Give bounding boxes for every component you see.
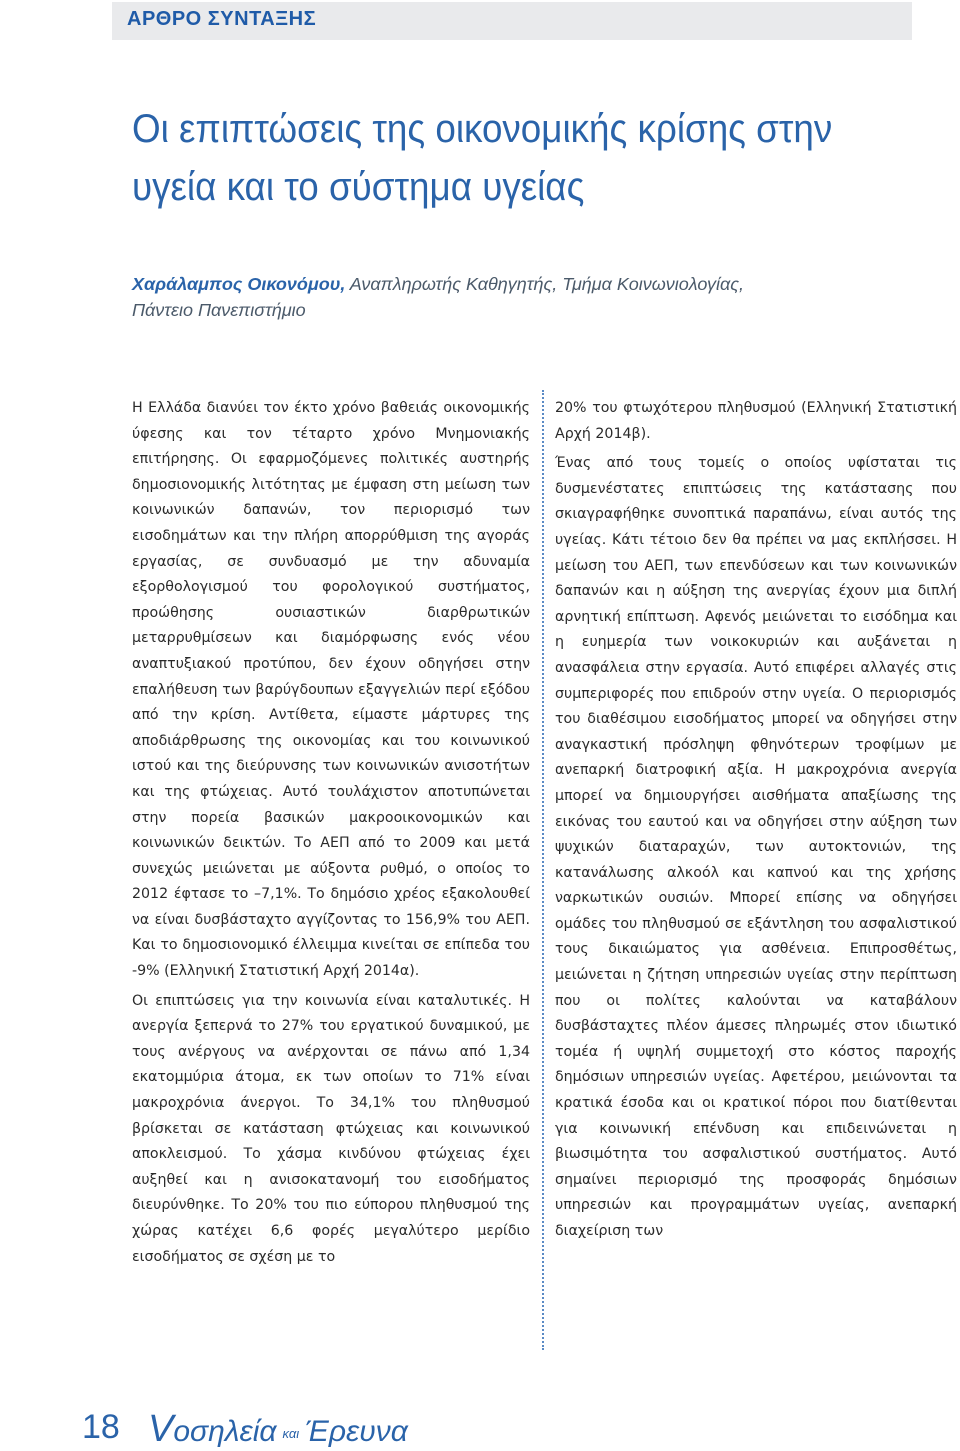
author-name: Χαράλαμπος Οικονόμου, — [132, 274, 346, 294]
author-affiliation-line-2: Πάντειο Πανεπιστήμιο — [132, 300, 306, 320]
magazine-title — [148, 1408, 408, 1451]
page-number: 18 — [82, 1408, 120, 1446]
left-column — [132, 396, 530, 1274]
article-byline — [132, 271, 932, 323]
magazine-title-initial: V — [148, 1408, 174, 1450]
paragraph: 20% του φτωχότερου πληθυσμού (Ελληνική Στατιστική Αρχή 2014β). — [555, 400, 957, 442]
article-title-line-2: υγεία και το σύστημα υγείας — [132, 165, 585, 209]
author-affiliation: Αναπληρωτής Καθηγητής, Τμήμα Κοινωνιολογίας, — [345, 274, 745, 294]
magazine-title-word-2: Έρευνα — [305, 1415, 408, 1448]
article-title — [132, 100, 868, 216]
magazine-title-conjunction: και — [282, 1425, 300, 1441]
paragraph: Οι επιπτώσεις για την κοινωνία είναι καταλυτικές. Η ανεργία ξεπερνά το 27% του εργατικού δυναμικού, με τους ανέργους να ανέρχονται σε πάνω από 1,34 εκατομμύρια άτομα, εκ των οποίων το 71% είναι μακροχρόνια άνεργοι. Το 34,1% του πληθυσμού βρίσκεται σε κατάσταση φτώχειας και κοινωνικού αποκλεισμού. Το χάσμα κινδύνου φτώχειας έχει αυξηθεί και η ανισοκατανομή του εισοδήματος διευρύνθηκε. Το 20% του πιο εύπορου πληθυσμού της χώρας κατέχει 6,6 φορές μεγαλύτερο μερίδιο εισοδήματος σε σχέση με το — [132, 992, 530, 1265]
right-column — [555, 396, 957, 1249]
magazine-title-word-1: οσηλεία — [173, 1415, 277, 1448]
article-title-line-1: Οι επιπτώσεις της οικονομικής κρίσης στην — [132, 107, 833, 151]
column-divider — [542, 390, 544, 1350]
section-label: ΑΡΘΡΟ ΣΥΝΤΑΞΗΣ — [127, 8, 317, 30]
paragraph: Ένας από τους τομείς ο οποίος υφίσταται τις δυσμενέστατες επιπτώσεις της κατάστασης που σκιαγραφήθηκε συνοπτικά παραπάνω, είναι αυτός της υγείας. Κάτι τέτοιο δεν θα πρέπει να μας εκπλήσσει. Η μείωση του ΑΕΠ, των επενδύσεων και των κοινωνικών δαπανών και η αύξηση της ανεργίας έχουν μια διπλή αρνητική επίπτωση. Αφενός μειώνεται το εισόδημα και η ευημερία των νοικοκυριών και αυξάνεται η ανασφάλεια στην εργασία. Αυτό επιφέρει αλλαγές στις συμπεριφορές που επιδρούν στην υγεία. Ο περιορισμός του διαθέσιμου εισοδήματος μπορεί να οδηγήσει στην αναγκαστική πρόσληψη φθηνότερων τροφίμων με ανεπαρκή διατροφική αξία. Η μακροχρόνια ανεργία μπορεί να δημιουργήσει αισθήματα απαξίωσης της εικόνας του εαυτού και να οδηγήσει στην αύξηση των ψυχικών διαταραχών, των αυτοκτονιών, της κατανάλωσης αλκοόλ και καπνού και της χρήσης ναρκωτικών ουσιών. Μπορεί επίσης να οδηγήσει ομάδες του πληθυσμού σε εξάντληση του ασφαλιστικού τους δικαιώματος για ασθένεια. Επιπροσθέτως, μειώνεται η ζήτηση υπηρεσιών υγείας στην περίπτωση που οι πολίτες καλούνται να καταβάλουν δυσβάσταχτες πλέον άμεσες πληρωμές στον ιδιωτικό τομέα ή υψηλή συμμετοχή στο κόστος παροχής δημόσιων υπηρεσιών υγείας. Αφετέρου, μειώνονται τα κρατικά έσοδα και οι κρατικοί πόροι που διατίθενται για κοινωνική επένδυση και επιδεινώνεται η βιωσιμότητα του ασφαλιστικού συστήματος. Αυτό σημαίνει περιορισμό της προσφοράς δημόσιων υπηρεσιών και προγραμμάτων υγείας, ανεπαρκή διαχείριση των — [555, 455, 957, 1239]
paragraph: Η Ελλάδα διανύει τον έκτο χρόνο βαθειάς οικονομικής ύφεσης και τον τέταρτο χρόνο Μνημονιακής επιτήρησης. Οι εφαρμοζόμενες πολιτικές αυστηρής δημοσιονομικής λιτότητας με έμφαση στη μείωση των κοινωνικών δαπανών, τον περιορισμό των εισοδημάτων και την πλήρη απορρύθμιση της αγοράς εργασίας, σε συνδυασμό με την αδυναμία εξορθολογισμού του φορολογικού συστήματος, προώθησης ουσιαστικών διαρθρωτικών μεταρρυθμίσεων και διαμόρφωσης ενός νέου αναπτυξιακού προτύπου, δεν έχουν οδηγήσει στην επαλήθευση των βαρύγδουπων εξαγγελιών περί εξόδου από την κρίση. Αντίθετα, είμαστε μάρτυρες της αποδιάρθρωσης της οικονομίας και του κοινωνικού ιστού και της διεύρυνσης των κοινωνικών ανισοτήτων και της φτώχειας. Αυτό τουλάχιστον αποτυπώνεται στην πορεία βασικών μακροοικονομικών και κοινωνικών δεικτών. Το ΑΕΠ από το 2009 και μετά συνεχώς μειώνεται με αύξοντα ρυθμό, ο οποίος το 2012 έφτασε το –7,1%. Το δημόσιο χρέος εξακολουθεί να είναι δυσβάσταχτο αγγίζοντας το 156,9% του ΑΕΠ. Και το δημοσιονομικό έλλειμμα κινείται σε επίπεδα του -9% (Ελληνική Στατιστική Αρχή 2014α). — [132, 400, 530, 980]
